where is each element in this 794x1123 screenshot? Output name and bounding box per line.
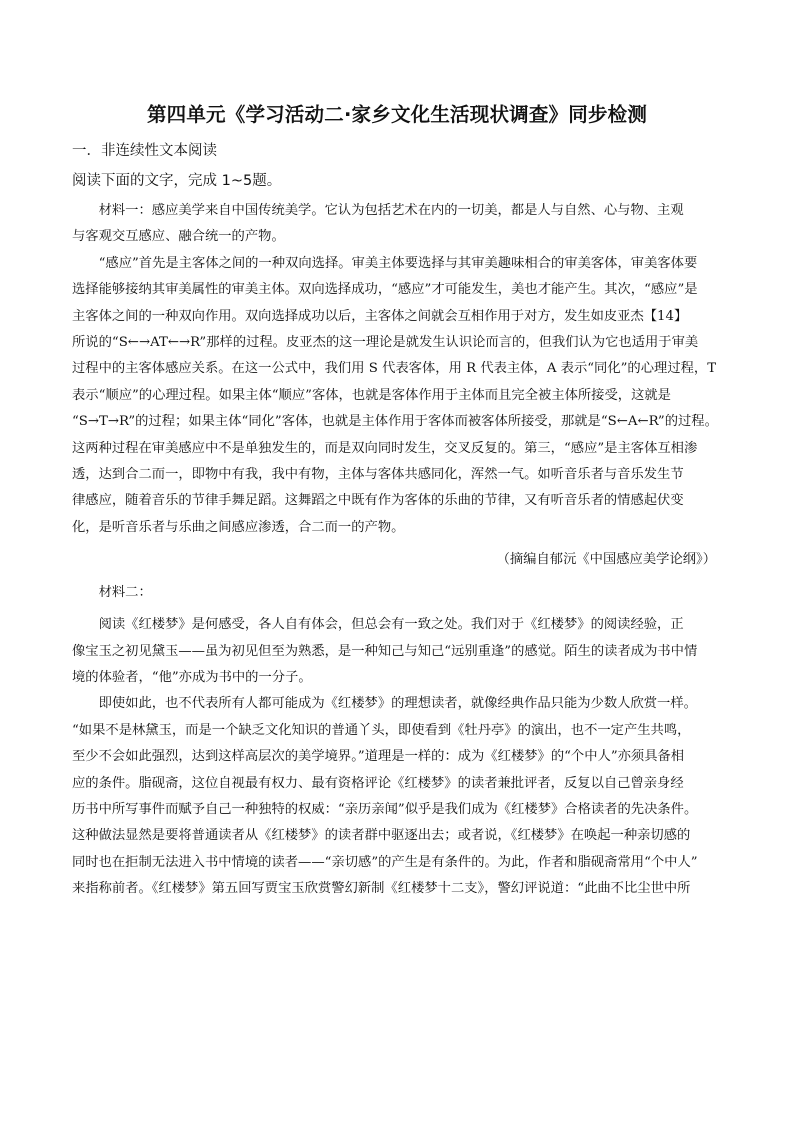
material2-line: 历书中所写事件而赋予自己一种独特的权威：“亲历亲闻”似乎是我们成为《红楼梦》合格读者的先决条件。 xyxy=(72,801,698,817)
material2-line: 来指称前者。《红楼梦》第五回写贾宝玉欣赏警幻新制《红楼梦十二支》，警幻评说道：“此曲不比尘世中所 xyxy=(72,881,691,897)
material1-line: 化，是听音乐者与乐曲之间感应渗透，合二而一的产物。 xyxy=(72,519,405,535)
material1-line: 透，达到合二而一，即物中有我，我中有物，主体与客体共感同化，浑然一气。如听音乐者与音乐发生节 xyxy=(72,467,684,483)
material2-line: 应的条件。脂砚斋，这位自视最有权力、最有资格评论《红楼梦》的读者兼批评者，反复以自己曾亲身经 xyxy=(72,775,684,791)
material2-line: 阅读《红楼梦》是何感受，各人自有体会，但总会有一致之处。我们对于《红楼梦》的阅读经验，正 xyxy=(98,617,684,633)
material1-line: “感应”首先是主客体之间的一种双向选择。审美主体要选择与其审美趣味相合的审美客体，审美客体要 xyxy=(98,255,698,271)
material2-line: 像宝玉之初见黛玉——虽为初见但至为熟悉，是一种知己与知己“远别重逢”的感觉。陌生的读者成为书中情 xyxy=(72,643,698,659)
material-two xyxy=(72,580,722,903)
material2-line: 境的体验者，“他”亦成为书中的一分子。 xyxy=(72,669,312,685)
material2-label: 材料二： xyxy=(98,584,152,600)
material2-line: 即使如此，也不代表所有人都可能成为《红楼梦》的理想读者，就像经典作品只能为少数人欣赏一样。 xyxy=(98,696,697,712)
material1-line: 这两种过程在审美感应中不是单独发生的，而是双向同时发生，交叉反复的。第三，“感应”是主客体互相渗 xyxy=(72,440,698,456)
section-heading: 一．非连续性文本阅读 xyxy=(72,143,217,159)
material2-line: 这种做法显然是要将普通读者从《红楼梦》的读者群中驱逐出去；或者说，《红楼梦》在唤起一种亲切感的 xyxy=(72,828,691,844)
material1-line: 选择能够接纳其审美属性的审美主体。双向选择成功，“感应”才可能发生，美也才能产生。其次，“感应”是 xyxy=(72,282,698,298)
material1-source: （摘编自郁沅《中国感应美学论纲》） xyxy=(496,552,716,568)
material1-line: 所说的“S←→AT←→R”那样的过程。皮亚杰的这一理论是就发生认识论而言的，但我们认为它也适用于审美 xyxy=(72,335,699,351)
material1-line: 律感应，随着音乐的节律手舞足蹈。这舞蹈之中既有作为客体的乐曲的节律，又有听音乐者的情感起伏变 xyxy=(72,493,684,509)
instruction-text: 阅读下面的文字，完成 1~5题。 xyxy=(72,173,282,189)
material2-line: 同时也在拒制无法进入书中情境的读者——“亲切感”的产生是有条件的。为此，作者和脂砚斋常用“个中人” xyxy=(72,854,698,870)
material1-line: “S→T→R”的过程；如果主体“同化”客体，也就是主体作用于客体而被客体所接受，那就是“S←A←R”的过程。 xyxy=(72,414,718,430)
material1-line: 与客观交互感应、融合统一的产物。 xyxy=(72,229,285,245)
material1-line: 材料一：感应美学来自中国传统美学。它认为包括艺术在内的一切美，都是人与自然、心与物、主观 xyxy=(98,203,684,218)
material-one xyxy=(72,198,722,574)
material1-line: 表示“顺应”的心理过程。如果主体“顺应”客体，也就是客体作用于主体而且完全被主体所接受，这就是 xyxy=(72,387,671,403)
material1-line: 主客体之间的一种双向作用。双向选择成功以后，主客体之间就会互相作用于对方，发生如皮亚杰【14】 xyxy=(72,308,688,324)
document-title: 第四单元《学习活动二·家乡文化生活现状调查》同步检测 xyxy=(146,103,648,126)
material1-line: 过程中的主客体感应关系。在这一公式中，我们用 S 代表客体，用 R 代表主体，A 表示“同化”的心理过程，T xyxy=(72,361,717,377)
material2-line: 至少不会如此强烈，达到这样高层次的美学境界。”道理是一样的：成为《红楼梦》的“个中人”亦须具备相 xyxy=(72,749,685,765)
material2-line: “如果不是林黛玉，而是一个缺乏文化知识的普通丫头，即使看到《牡丹亭》的演出，也不一定产生共鸣， xyxy=(72,722,691,738)
